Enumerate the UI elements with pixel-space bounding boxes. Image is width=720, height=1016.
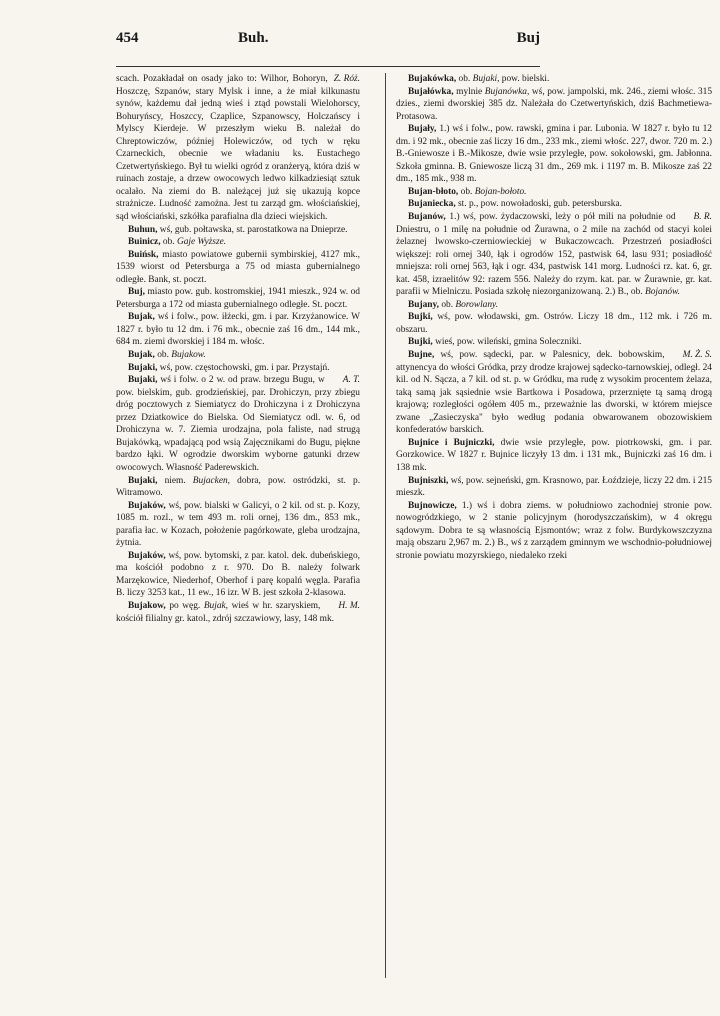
entry-italic: Bujanówka, bbox=[484, 86, 530, 97]
entry-text: ob. bbox=[460, 186, 473, 197]
entry-headword: Bujakówka, bbox=[408, 74, 457, 84]
entry-headword: Bujały, bbox=[408, 124, 437, 135]
entry-headword: Bujnowicze, bbox=[408, 500, 457, 511]
entry-text: ob. bbox=[458, 74, 471, 84]
entry-headword: Bujan-błoto, bbox=[408, 186, 459, 197]
entry-headword: Bujaki, bbox=[128, 475, 158, 486]
entry-headword: Bujki, bbox=[408, 337, 433, 348]
entry bbox=[396, 73, 712, 86]
entry-text: wś, pow. częstochowski, gm. i par. Przystajń. bbox=[159, 362, 330, 373]
entry-headword: Bujanów, bbox=[408, 212, 446, 223]
entry-headword: Bujki, bbox=[408, 312, 433, 323]
entry-headword: Bujak, bbox=[128, 312, 155, 323]
entry bbox=[396, 86, 712, 124]
entry-headword: Bujnice i Bujniczki, bbox=[408, 437, 495, 448]
entry-headword: Bujałówka, bbox=[408, 86, 454, 97]
entry-text: wś, pow. włodawski, gm. Ostrów. Liczy 18 dm., 112 mk. i 726 m. obszaru. bbox=[396, 312, 712, 335]
right-column bbox=[396, 73, 712, 562]
left-column bbox=[116, 73, 360, 625]
entry-signature: B. R. bbox=[693, 212, 712, 223]
entry-text: wś i folw., pow. iłżecki, gm. i par. Krzyżanowice. W 1827 r. było tu 12 dm. i 76 mk., obecnie zaś 16 dm., 144 mk., 684 m. ziemi dworskiej i 184 m. włośc. bbox=[116, 312, 360, 348]
entry-signature: Z. Róż. bbox=[333, 74, 360, 84]
entry-text: 1.) wś i folw., pow. rawski, gmina i par. Lubonia. W 1827 r. było tu 12 dm. i 92 mk., obecnie zaś liczy 16 dm., 233 mk., ziemi włośc. 227, dwor. 720 m. 2.) B.-Gniewosze i B.-Mikosze, dwie wsie przyległe, pow. sokołowski, gm. Jabłonna. Szkoła gminna. B. Gniewosze liczą 31 dm., 269 mk. i 1197 m. B. Mikosze zaś 22 dm., 185 mk., 938 m. bbox=[396, 124, 712, 185]
entry-text: 1.) wś i dobra ziems. w południowo zachodniej stronie pow. nowogródzkiego, w 2 stanie policyjnym (horodyszczańskim), w 4 okręgu sądowym. Dobra te są własnością Ejsmontów; wraz z folw. Burdykowszczyzna mają obszaru 2,967 m. 2.) B., wś z zarządem gminnym we wschodnio-południowej stronie powiatu mozyrskiego, niedaleko rzeki bbox=[396, 500, 712, 561]
running-head-right: Buj bbox=[516, 30, 540, 46]
entry-headword: Bujaków, bbox=[128, 500, 166, 511]
entry-text-cont: dobra, pow. ostródzki, st. p. Witramowo. bbox=[116, 475, 361, 499]
entry-signature: M. Ż. S. bbox=[682, 350, 712, 361]
entry bbox=[116, 362, 360, 375]
page-header bbox=[116, 30, 540, 52]
entry-headword: Bujakow, bbox=[128, 600, 166, 611]
entry bbox=[116, 500, 360, 550]
entry-italic: Bujacken, bbox=[192, 475, 231, 486]
entry bbox=[396, 211, 712, 299]
entry-italic: Bujaki, bbox=[472, 74, 500, 84]
entry bbox=[116, 475, 360, 500]
running-head-left: Buh. bbox=[238, 30, 269, 46]
entry-text-cont: wieś w hr. szaryskiem, kościół filialny gr. katol., zdrój szczawiowy, lasy, 148 mk. bbox=[116, 600, 335, 624]
entry-italic: Borowlany. bbox=[455, 299, 499, 310]
entry bbox=[396, 123, 712, 186]
entry-text: ob. bbox=[162, 237, 175, 248]
entry-text: wś, pow. bialski w Galicyi, o 2 kil. od st. p. Kozy, 1085 m. rozl., w tem 493 m. roli ornej, 136 dm., 853 mk., parafia łac. w Kozach, położenie pagórkowate, gleba urodzajna, żytnia. bbox=[116, 500, 361, 549]
entry-headword: Bujaki, bbox=[128, 375, 158, 386]
entry bbox=[116, 224, 360, 237]
entry-headword: Buj, bbox=[128, 287, 145, 298]
entry bbox=[116, 600, 360, 625]
entry-text-cont: pow. bielski. bbox=[501, 74, 550, 84]
entry-text: wś, gub. połtawska, st. parostatkowa na Dnieprze. bbox=[159, 224, 348, 235]
entry-headword: Buińsk, bbox=[128, 249, 159, 260]
entry-text: wieś, pow. wileński, gmina Soleczniki. bbox=[435, 337, 582, 348]
entry-italic: Bujakow. bbox=[171, 350, 206, 361]
entry-text: 1.) wś, pow. żydaczowski, leży o pół mili na południe od Dniestru, o 1 milę na południe od Żurawna, o 2 mile na zachód od stacyi kolei żelaznej lwowsko-czerniowieckiej w Bukaczowcach. Przestrzeń posiadłości większej: roli ornej 340, łąk i ogrodów 152, pastwisk 64, lasu 931; posiadłość mniejsza: roli ornej 563, łąk i ogr. 434, pastwisk 141 morg. Ludności rz. kat. 6, gr. kat. 458, izraelitów 92: razem 556. Należy do rzym. kat. par. w Żurawnie, gr. kat. parafii w Mielniczu. Posiada szkołę niezorganizowaną. 2.) B., ob. bbox=[396, 212, 712, 298]
column-separator bbox=[385, 73, 386, 978]
entry-italic: Gaje Wyższe. bbox=[176, 237, 227, 248]
header-rule bbox=[116, 66, 540, 67]
entry-headword: Bujaki, bbox=[128, 362, 158, 373]
entry-text: st. p., pow. nowoładoski, gub. petersburska. bbox=[458, 199, 622, 210]
entry-text: ob. bbox=[157, 350, 169, 361]
entry-italic: Bojanów. bbox=[644, 287, 680, 298]
entry-text: miasto pow. gub. kostromskiej, 1941 mieszk., 924 w. od Petersburga a 172 od miasta gubernialnego odległe. St. poczt. bbox=[116, 287, 360, 310]
entry-text: miasto powiatowe gubernii symbirskiej, 4127 mk., 1539 wiorst od Petersburga a 75 od miasta gubernialnego odległe. Bank, st. poczt. bbox=[116, 249, 361, 285]
entry-headword: Bujniszki, bbox=[408, 475, 449, 486]
entry-text: wś, pow. bytomski, z par. katol. dek. dubeńskiego, ma kościół podobno z r. 970. Do B. należy folwark Marzękowice, Niederhof, Oberhof i parę kopalń węgla. Parafia B. liczy 3253 kat., 11 ew., 16 izr. W B. jest szkoła 2-klasowa. bbox=[116, 550, 361, 599]
entry bbox=[116, 236, 360, 249]
entry-italic: Bojan-bołoto. bbox=[474, 186, 527, 197]
entry bbox=[396, 299, 712, 312]
entry-text: ob. bbox=[441, 299, 454, 310]
entry-headword: Bujaniecka, bbox=[408, 199, 456, 210]
entry-text-cont: wś, pow. jampolski, mk. 246., ziemi włośc. 315 dzies., ziemi dworskiej 385 dz. Należała do Czetwertyńskich, dziś Bachmetiewa-Protasowa. bbox=[396, 86, 712, 122]
entry bbox=[396, 311, 712, 336]
entry bbox=[116, 374, 360, 474]
entry-headword: Buinicz, bbox=[128, 237, 161, 248]
entry-signature: A. T. bbox=[342, 375, 360, 386]
entry bbox=[396, 186, 712, 199]
entry-text: niem. bbox=[164, 475, 186, 486]
entry-headword: Bujak, bbox=[128, 350, 155, 361]
entry bbox=[396, 475, 712, 500]
entry bbox=[116, 311, 360, 349]
entry-headword: Bujne, bbox=[408, 350, 435, 361]
entry bbox=[396, 437, 712, 475]
entry-text: mylnie bbox=[456, 86, 483, 97]
entry-text: dwie wsie przyległe, pow. piotrkowski, gm. i par. Gorzkowice. W 1827 r. Bujnice liczyły 13 dm. i 131 mk., Bujniczki zaś 16 dm. i 138 mk. bbox=[396, 437, 712, 473]
page-number: 454 bbox=[116, 30, 139, 46]
entry-text: wś, pow. sejneński, gm. Krasnowo, par. Łoździeje, liczy 22 dm. i 215 mieszk. bbox=[396, 475, 712, 499]
entry-headword: Bujaków, bbox=[128, 550, 166, 561]
entry bbox=[116, 286, 360, 311]
entry bbox=[396, 349, 712, 437]
entry bbox=[396, 336, 712, 349]
entry-signature: H. M. bbox=[338, 600, 360, 611]
entry-text: wś, pow. sądecki, par. w Palesnicy, dek. bobowskim, attynencya do włości Gródka, przy drodze krajowej sądecko-tarnowskiej, odległ. 24 kil. od N. Sącza, a 7 kil. od st. p. w Gródku, ma rudę z wysokim procentem żelaza, taką samą jak sąsiednie wsie Bartkowa i Posadowa, przerznięte tą samą drogą krajową; rozległości ogółem 405 m., przeważnie las dworski, w którem miejsce zwane „Zasieczyska" było według podania obwarowanem obozowiskiem konfederatów barskich. bbox=[396, 350, 712, 436]
entry-text: wś i folw. o 2 w. od praw. brzegu Bugu, w pow. bielskim, gub. grodzieńskiej, par. Drohiczyn, przy zbiegu dróg pocztowych z Siemiatycz do Drohiczyna i z Drohiczyna przez Dziatkowice do Bielska. Od Siemiatycz odl. w. 6, od Drohiczyna w. 7. Ziemia urodzajna, pola faliste, nad strugą Bujakówką, wpadającą pod wsią Zajęcznikami do Bugu, piękne bardzo łąki. W ogrodzie dworskim wyborne gatunki drzew owocowych. Własność Paderewskich. bbox=[116, 375, 360, 473]
entry bbox=[396, 198, 712, 211]
entry bbox=[116, 349, 360, 362]
entry-italic: Bujak, bbox=[203, 600, 229, 611]
entry bbox=[116, 249, 360, 287]
entry bbox=[396, 500, 712, 563]
entry-headword: Buhun, bbox=[128, 224, 158, 235]
entry bbox=[116, 550, 360, 600]
entry-text: scach. Pozakładał on osady jako to: Wilhor, Bohoryn, Hoszczę, Szpanów, stary Mylsk i inne, a że miał kilkunastu synów, każdemu dał jedną wieś i ztąd powstali Wielohorscy, Bohuryńscy, Hoszccy, Czaplice, Szpanowscy, Holczańscy i Mylscy Kierdeje. W przeszłym wieku B. należał do Chreptowiczów, później Holewiczów, od tych w ręku Czarneckich, obecnie we władaniu ks. Eustachego Czetwertyńskiego. Był tu wielki ogród z oranżeryą, która dziś w ruinach zostaje, a drzew owocowych ledwo kilkadziesiąt sztuk ocalało. Na ziemi do B. należącej już się ukazują kopce strażnicze. Ludność zamożna. Jest tu zarząd gm. włościańskiej, sąd włościański, szkółka parafialna dla dzieci wiejskich. bbox=[116, 74, 360, 223]
entry-headword: Bujany, bbox=[408, 299, 440, 310]
entry bbox=[116, 73, 360, 224]
entry-text: po węg. bbox=[169, 600, 201, 611]
